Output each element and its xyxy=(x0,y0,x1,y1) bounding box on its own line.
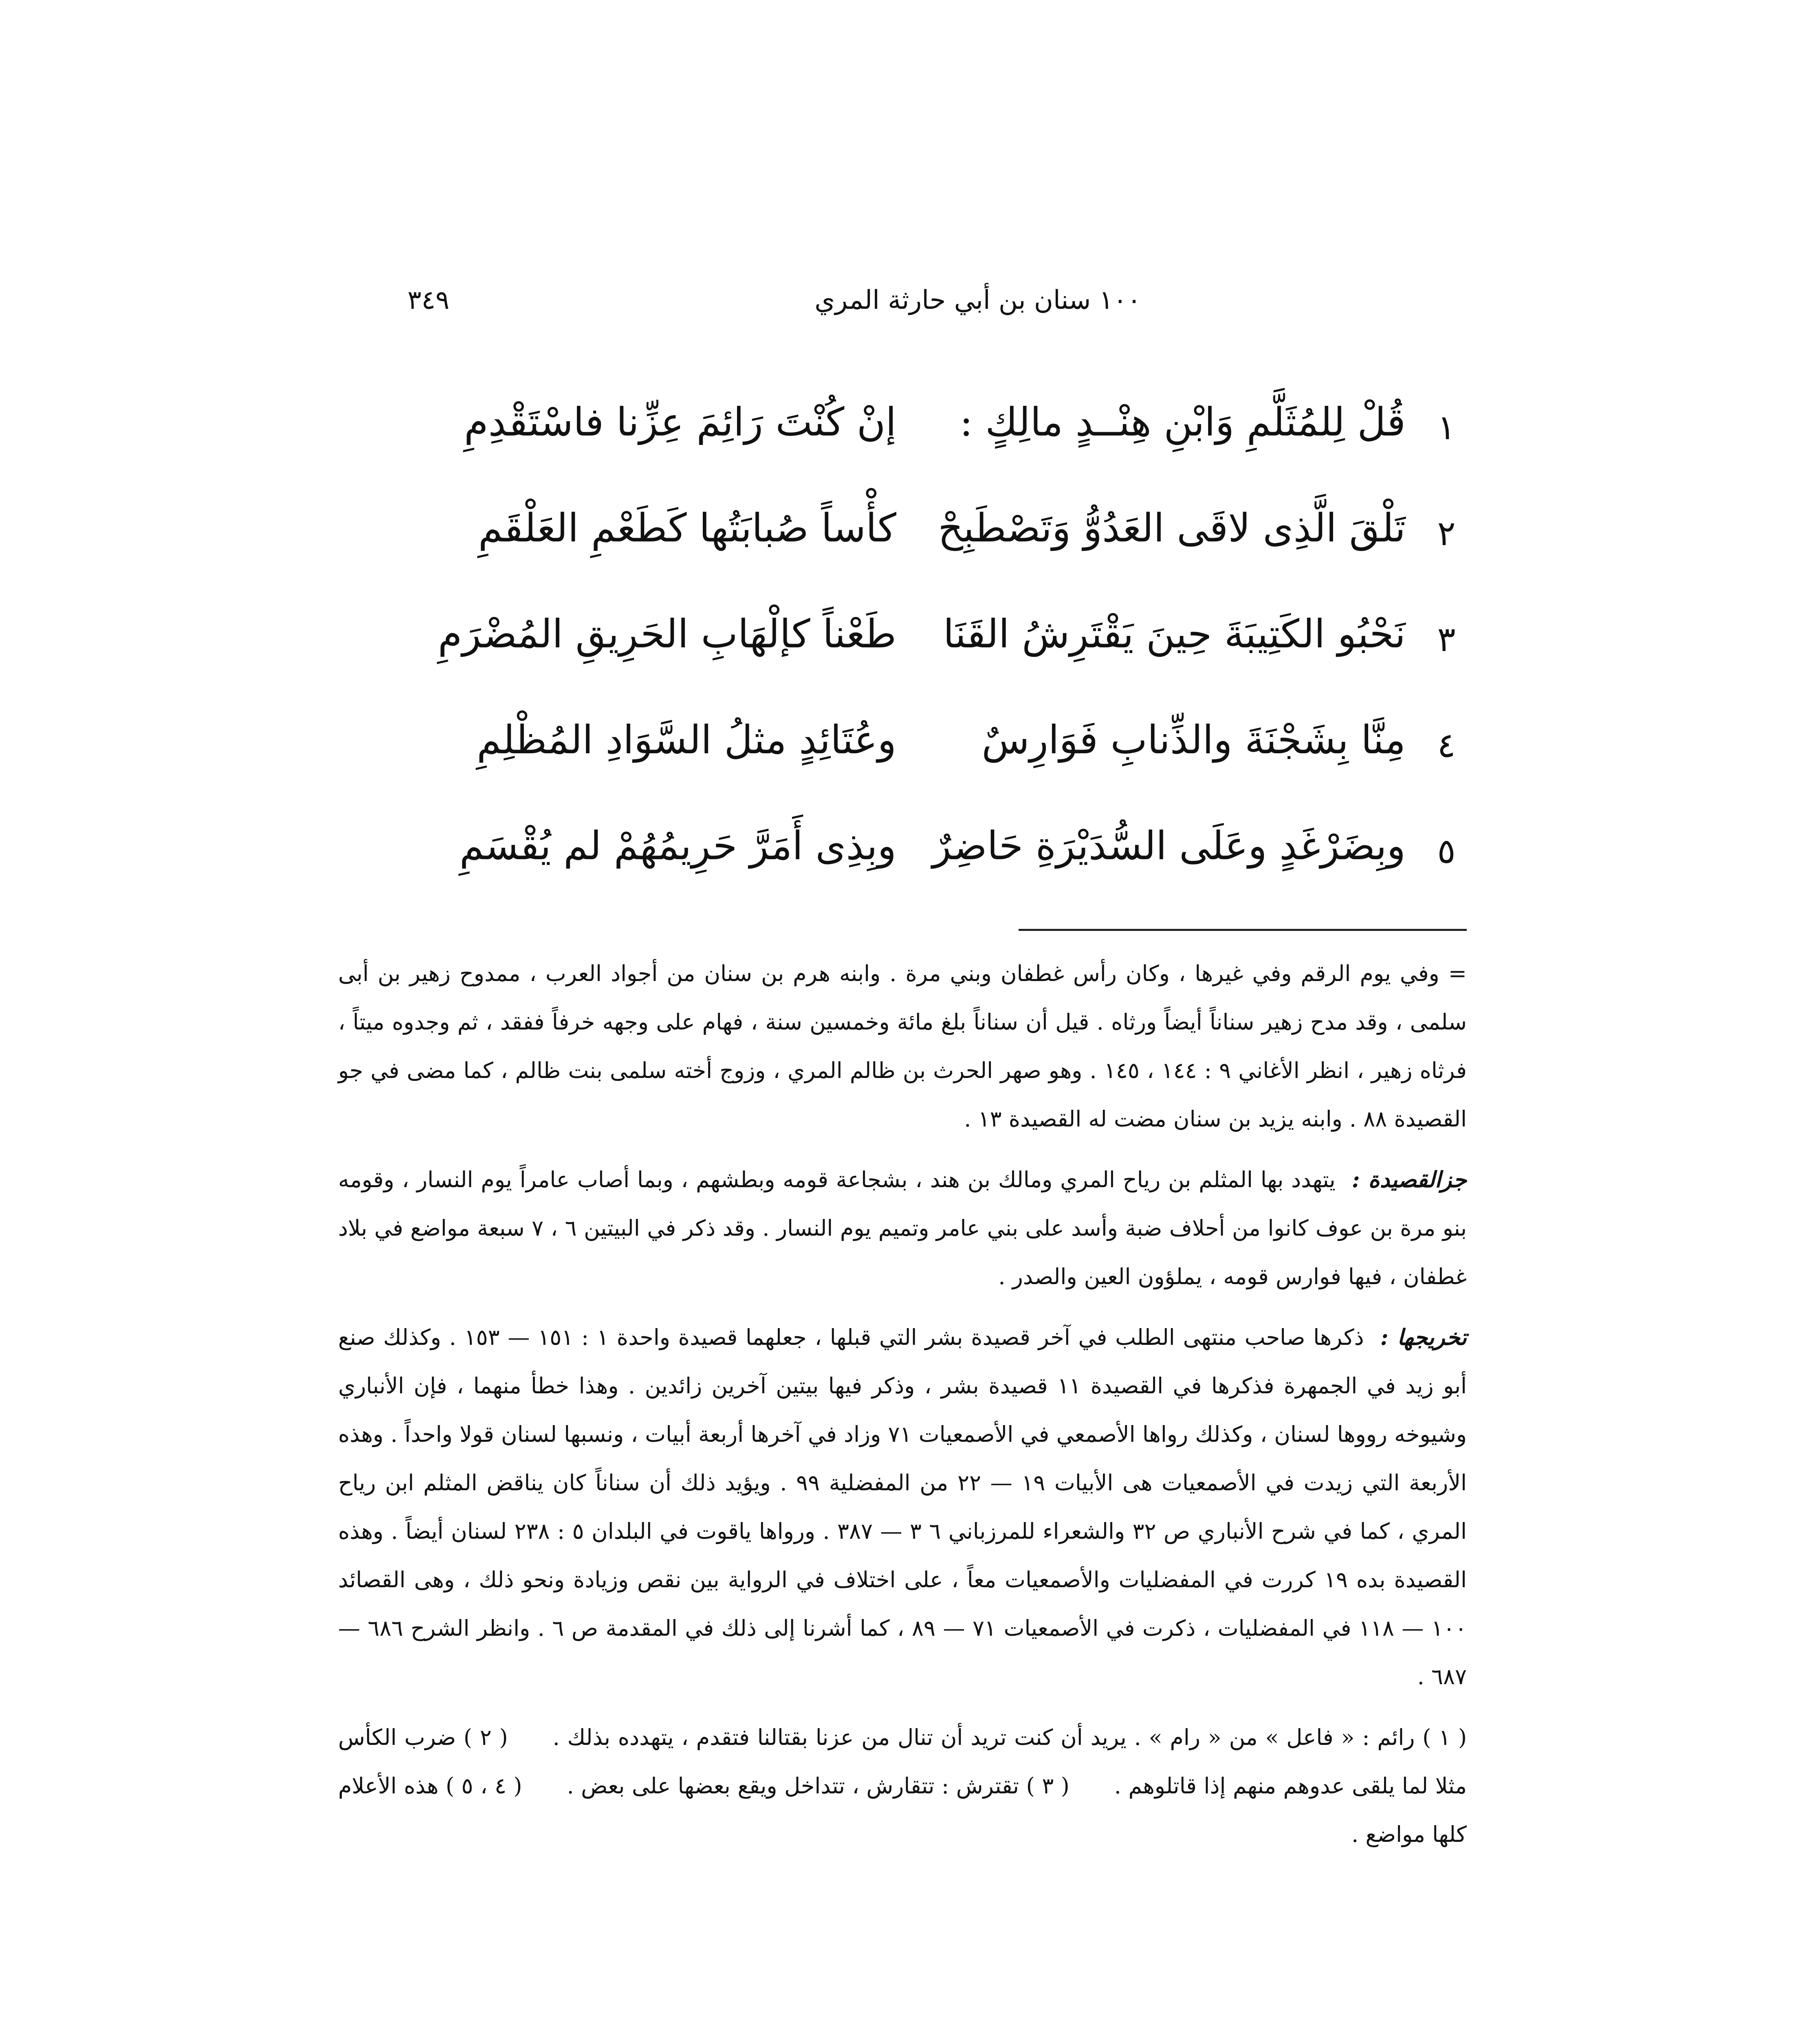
verse-number: ٣ xyxy=(1437,619,1456,659)
sources-note xyxy=(338,1313,1467,1701)
notes xyxy=(338,949,1467,1859)
verse-number: ١ xyxy=(1437,407,1456,447)
page-number: ٣٤٩ xyxy=(407,285,450,315)
verse-first-hemistich: وبِضَرْغَدٍ وعَلَى السُّدَيْرَةِ حَاضِرٌ xyxy=(932,823,1406,869)
verse xyxy=(387,815,1467,921)
verse-number: ٤ xyxy=(1437,725,1456,765)
poem xyxy=(387,391,1467,921)
verse-first-hemistich: نَحْبُو الكَتِيبَةَ حِينَ يَقْتَرِشُ القَنَا xyxy=(943,611,1406,657)
verse-second-hemistich: طَعْناً كإلْهَابِ الحَرِيقِ المُضْرَمِ xyxy=(438,611,896,657)
verse xyxy=(387,497,1467,603)
gloss-3: ( ٣ ) تقترش : تتقارش ، تتداخل ويقع بعضها على بعض . xyxy=(567,1773,1070,1799)
verse-second-hemistich: وعُتَائِدٍ مثلُ السَّوَادِ المُظْلِمِ xyxy=(476,717,896,763)
running-header xyxy=(407,285,1467,334)
continued-note: = وفي يوم الرقم وفي غيرها ، وكان رأس غطفان وبني مرة . وابنه هرم بن سنان من أجواد العرب ، ممدوح زهير بن أبى سلمى ، وقد مدح زهير سناناً أيضاً ورثاه . قيل أن سناناً بلغ مائة وخمسين سنة ، فهام على وجهه خرفاً ففقد ، ثم وجدوه ميتاً ، فرثاه زهير ، انظر الأغاني ٩ : ١٤٤ ، ١٤٥ . وهو صهر الحرث بن ظالم المري ، وزوج أخته سلمى بنت ظالم ، كما مضى في جو القصيدة ٨٨ . وابنه يزيد بن سنان مضت له القصيدة ١٣ . xyxy=(338,961,1467,1132)
verse-second-hemistich: إنْ كُنْتَ رَائِمَ عِزِّنا فاسْتَقْدِمِ xyxy=(464,399,896,445)
verse xyxy=(387,603,1467,709)
verse-number: ٢ xyxy=(1437,513,1456,553)
verse-first-hemistich: قُلْ لِلمُثَلَّمِ وَابْنِ هِنْــدٍ مالِكٍ : xyxy=(960,399,1406,445)
poem-occasion-note xyxy=(338,1155,1467,1301)
running-title: ١٠٠ سنان بن أبي حارثة المري xyxy=(814,285,1141,315)
gloss-4: ( ٤ ، ٥ ) هذه الأعلام كلها مواضع . xyxy=(338,1773,1467,1847)
glosses xyxy=(338,1713,1467,1859)
gloss-entry xyxy=(338,1713,1467,1859)
occasion-text: يتهدد بها المثلم بن رياح المري ومالك بن هند ، بشجاعة قومه وبطشهم ، وبما أصاب عامراً يوم النسار ، وقومه بنو مرة بن عوف كانوا من أحلاف ضبة وأسد على بني عامر وتميم يوم النسار . وقد ذكر في البيتين ٦ ، ٧ سبعة مواضع في بلاد غطفان ، فيها فوارس قومه ، يملؤون العين والصدر . xyxy=(338,1167,1467,1289)
sources-text: ذكرها صاحب منتهى الطلب في آخر قصيدة بشر التي قبلها ، جعلهما قصيدة واحدة ١ : ١٥١ — ١٥٣ . وكذلك صنع أبو زيد في الجمهرة فذكرها في القصيدة ١١ قصيدة بشر ، وذكر فيها بيتين آخرين زائدين . وهذا خطأ منهما ، فإن الأنباري وشيوخه رووها لسنان ، وكذلك رواها الأصمعي في الأصمعيات ٧١ وزاد في آخرها أربعة أبيات ، ونسبها لسنان قولا واحداً . وهذه الأربعة التي زيدت في الأصمعيات هى الأبيات ١٩ — ٢٢ من المفضلية ٩٩ . ويؤيد ذلك أن سناناً كان يناقض المثلم ابن رياح المري ، كما في شرح الأنباري ص ٣٢ والشعراء للمرزباني ٦ ٣ — ٣٨٧ . ورواها ياقوت في البلدان ٥ : ٢٣٨ لسنان أيضاً . وهذه القصيدة بده ١٩ كررت في المفضليات والأصمعيات معاً ، على اختلاف في الرواية بين نقص وزيادة ونحو ذلك ، وهى القصائد ١٠٠ — ١١٨ في المفضليات ، ذكرت في الأصمعيات ٧١ — ٨٩ ، كما أشرنا إلى ذلك في المقدمة ص ٦ . وانظر الشرح ٦٨٦ — ٦٨٧ . xyxy=(338,1324,1467,1689)
footnote-separator xyxy=(1019,929,1467,931)
gloss-2: ( ٢ ) ضرب الكأس مثلا لما يلقى عدوهم منهم إذا قاتلوهم . xyxy=(338,1725,1467,1799)
verse-first-hemistich: تَلْقَ الَّذِى لاقَى العَدُوُّ وَتَصْطَبِحْ xyxy=(938,505,1406,551)
verse-second-hemistich: كأْساً صُبابَتُها كَطَعْمِ العَلْقَمِ xyxy=(478,505,896,551)
verse-number: ٥ xyxy=(1437,831,1456,871)
verse xyxy=(387,391,1467,497)
sources-label: تخريجها : xyxy=(1380,1324,1467,1350)
occasion-label: جزالقصيدة : xyxy=(1351,1166,1467,1192)
verse xyxy=(387,709,1467,815)
verse-first-hemistich: مِنَّا بِشَجْنَةَ والذِّنابِ فَوَارِسٌ xyxy=(982,717,1406,763)
verse-second-hemistich: وبِذِى أَمَرَّ حَرِيمُهُمْ لم يُقْسَمِ xyxy=(459,823,896,869)
gloss-1: ( ١ ) رائم : « فاعل » من « رام » . يريد أن كنت تريد أن تنال من عزنا بقتالنا فتقدم ، يتهدده بذلك . xyxy=(552,1725,1467,1750)
